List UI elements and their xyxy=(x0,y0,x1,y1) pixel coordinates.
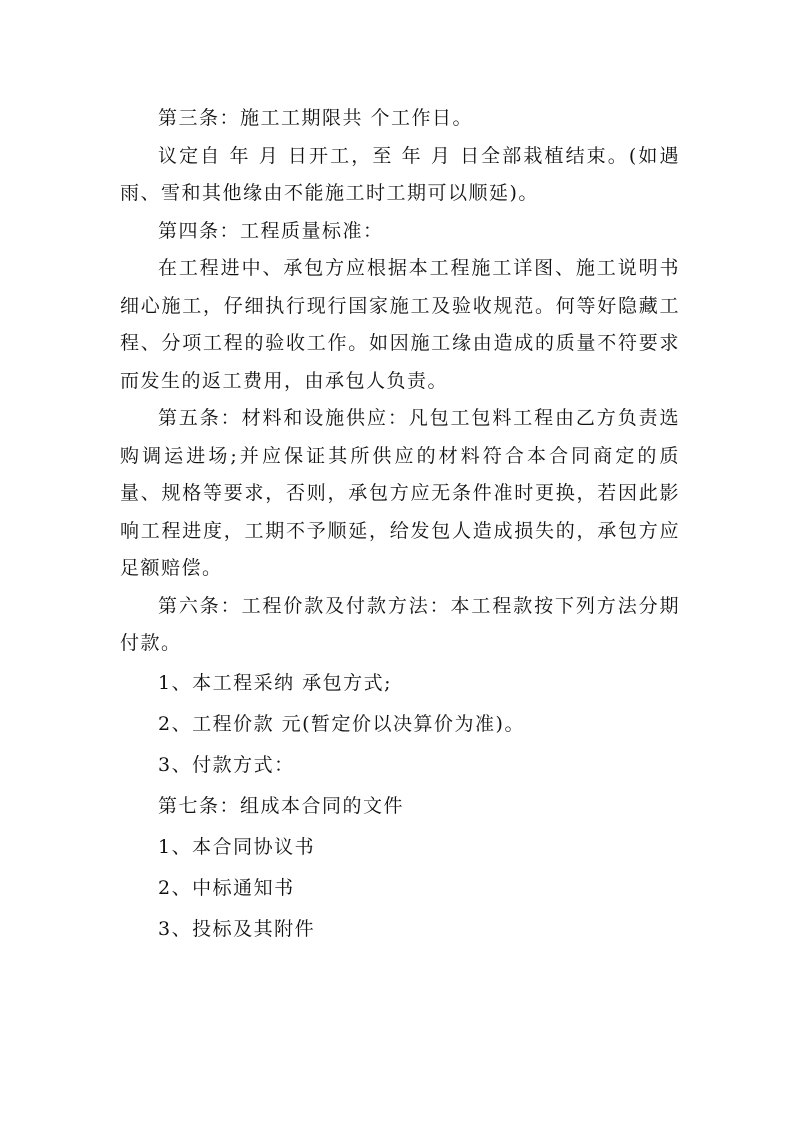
article-5-materials: 第五条：材料和设施供应：凡包工包料工程由乙方负责选购调运进场;并应保证其所供应的材料符合本合同商定的质量、规格等要求，否则，承包方应无条件准时更换，若因此影响工程进度，工期不予顺延，给发包人造成损失的，承包方应足额赔偿。 xyxy=(120,407,680,579)
article-4-body: 在工程进中、承包方应根据本工程施工详图、施工说明书细心施工，仔细执行现行国家施工及验收规范。何等好隐藏工程、分项工程的验收工作。如因施工缘由造成的质量不符要求而发生的返工费用，由承包人负责。 xyxy=(120,257,680,392)
document-body xyxy=(120,100,680,950)
article-6-payment: 第六条：工程价款及付款方法：本工程款按下列方法分期付款。 xyxy=(120,594,680,654)
contract-doc-2: 2、中标通知书 xyxy=(158,876,295,899)
payment-item-2: 2、工程价款 元(暂定价以决算价为准)。 xyxy=(158,712,525,735)
article-4-heading: 第四条：工程质量标准： xyxy=(158,219,384,242)
contract-doc-1: 1、本合同协议书 xyxy=(158,835,316,858)
contract-doc-3: 3、投标及其附件 xyxy=(158,917,316,940)
payment-item-3: 3、付款方式： xyxy=(158,753,295,776)
article-7-heading: 第七条：组成本合同的文件 xyxy=(158,794,405,817)
payment-item-1: 1、本工程采纳 承包方式; xyxy=(158,671,393,694)
article-3-schedule: 议定自 年 月 日开工，至 年 月 日全部栽植结束。(如遇雨、雪和其他缘由不能施工时工期可以顺延)。 xyxy=(120,144,680,204)
article-3-duration: 第三条：施工工期限共 个工作日。 xyxy=(158,107,474,129)
